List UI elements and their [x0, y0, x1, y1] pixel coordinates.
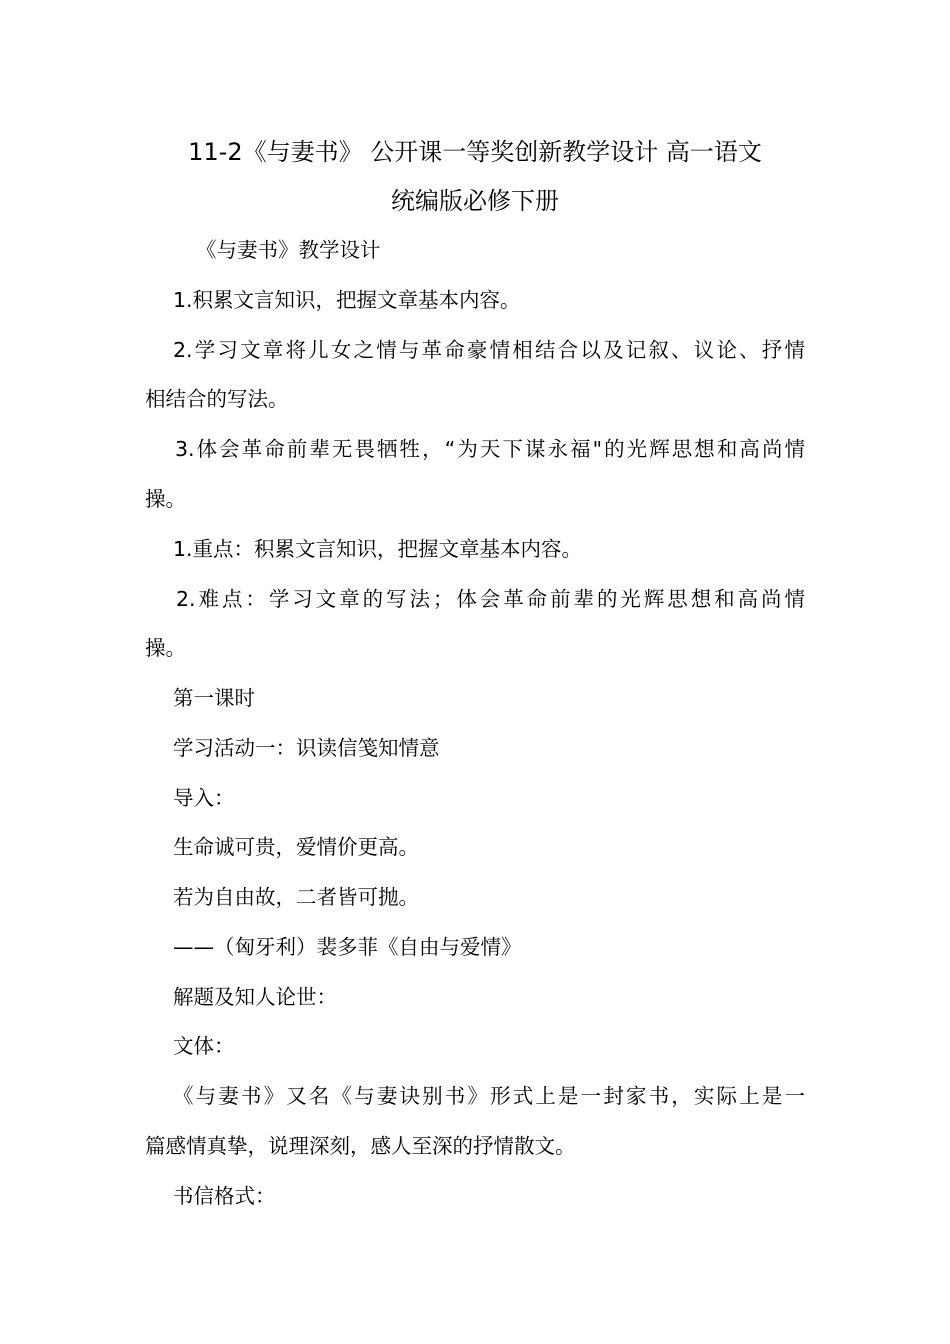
difficult-point-line-1: 2.难点：学习文章的写法；体会革命前辈的光辉思想和高尚情 [176, 587, 805, 611]
objective-3-line-1: 3.体会革命前辈无畏牺牲，“为天下谋永福"的光辉思想和高尚情 [175, 437, 805, 461]
activity-heading: 学习活动一：识读信笺知情意 [173, 736, 440, 760]
intro-label: 导入： [173, 786, 235, 810]
document-title-line-2: 统编版必修下册 [391, 187, 559, 215]
difficult-point-line-2: 操。 [145, 636, 186, 660]
objective-1: 1.积累文言知识，把握文章基本内容。 [173, 288, 521, 312]
genre-label: 文体： [173, 1034, 235, 1058]
document-title-line-1: 11-2《与妻书》 公开课一等奖创新教学设计 高一语文 [188, 138, 762, 166]
objective-3-line-2: 操。 [145, 487, 186, 511]
background-label: 解题及知人论世： [173, 985, 337, 1009]
poem-line-1: 生命诚可贵，爱情价更高。 [173, 835, 419, 859]
poem-line-2: 若为自由故，二者皆可抛。 [173, 885, 419, 909]
section-heading: 《与妻书》教学设计 [196, 238, 381, 262]
genre-text-line-1: 《与妻书》又名《与妻诀别书》形式上是一封家书，实际上是一 [173, 1084, 805, 1108]
key-point: 1.重点：积累文言知识，把握文章基本内容。 [173, 537, 583, 561]
letter-format-label: 书信格式： [173, 1184, 276, 1208]
genre-text-line-2: 篇感情真挚，说理深刻，感人至深的抒情散文。 [145, 1134, 576, 1158]
poem-attribution: ——（匈牙利）裴多菲《自由与爱情》 [173, 935, 522, 959]
objective-2-line-1: 2.学习文章将儿女之情与革命豪情相结合以及记叙、议论、抒情 [173, 338, 805, 362]
objective-2-line-2: 相结合的写法。 [145, 387, 289, 411]
lesson-heading: 第一课时 [173, 686, 255, 710]
